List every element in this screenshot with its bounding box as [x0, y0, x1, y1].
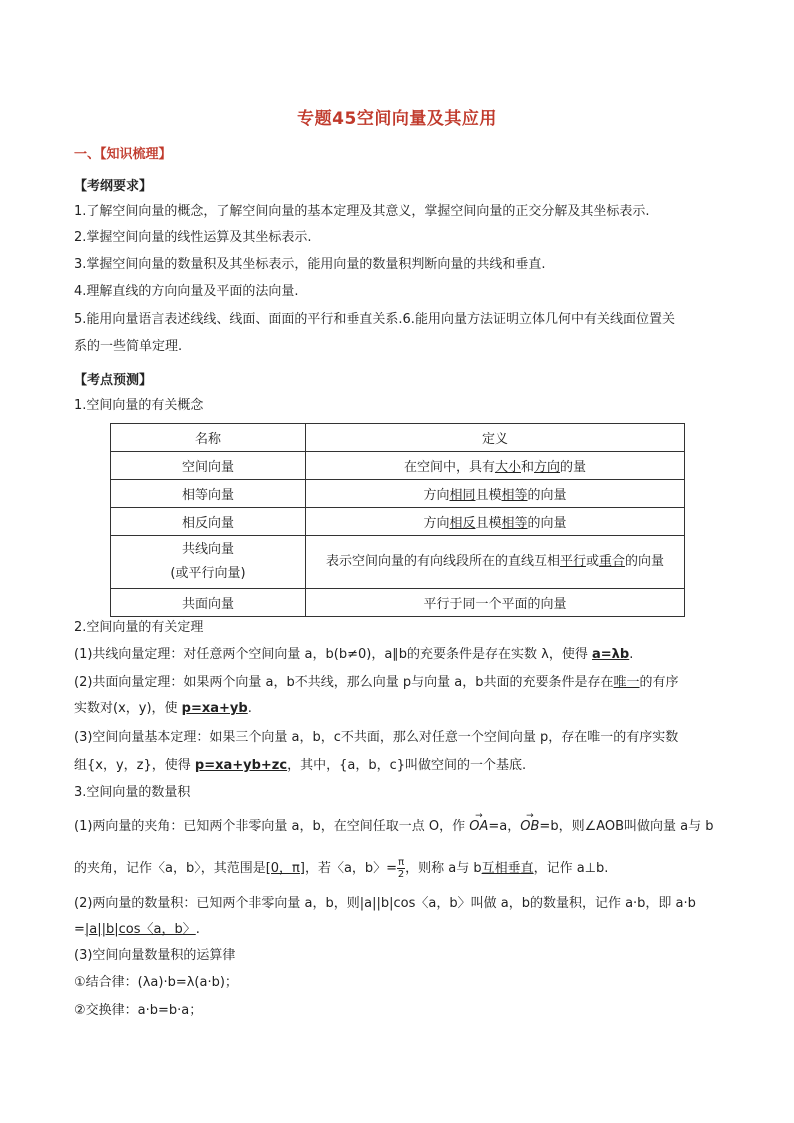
dot-def-line1: (2)两向量的数量积：已知两个非零向量 a，b，则|a||b|cos〈a，b〉叫做 a，b的数量积，记作 a·b，即 a·b	[74, 896, 696, 911]
dot-product-heading: 3.空间向量的数量积	[74, 785, 191, 800]
theorem-3-line2: 组{x，y，z}，使得 p=xa+yb+zc，其中，{a，b，c}叫做空间的一个基底.	[74, 758, 527, 773]
dot-def-line2: =|a||b|cos〈a，b〉.	[74, 922, 200, 937]
kaogang-item: 2.掌握空间向量的线性运算及其坐标表示.	[74, 230, 312, 245]
table-row	[111, 452, 685, 480]
table-cell-def: 表示空间向量的有向线段所在的直线互相平行或重合的向量	[306, 536, 685, 589]
table-header-cell: 名称	[111, 424, 306, 452]
table-cell-def: 平行于同一个平面的向量	[306, 589, 685, 617]
table-cell-name: 相等向量	[111, 480, 306, 508]
kaodian-header: 【考点预测】	[74, 373, 153, 388]
table-header-row	[111, 424, 685, 452]
table-header-cell: 定义	[306, 424, 685, 452]
theorem-2-line1: (2)共面向量定理：如果两个向量 a，b不共线，那么向量 p与向量 a，b共面的充要条件是存在唯一的有序	[74, 675, 679, 690]
table-row	[111, 480, 685, 508]
table-row	[111, 589, 685, 617]
table-row	[111, 508, 685, 536]
theorem-2-line2: 实数对(x，y)，使 p=xa+yb.	[74, 701, 252, 716]
table-cell-def: 在空间中，具有大小和方向的量	[306, 452, 685, 480]
theorem-heading: 2.空间向量的有关定理	[74, 620, 204, 635]
section-heading: 一、【知识梳理】	[74, 147, 172, 162]
table-cell-def: 方向相反且模相等的向量	[306, 508, 685, 536]
law-associative: ①结合律：(λa)·b=λ(a·b)；	[74, 975, 238, 990]
table-cell-name: 共线向量 (或平行向量)	[111, 536, 306, 589]
table-cell-name: 空间向量	[111, 452, 306, 480]
kaogang-item: 3.掌握空间向量的数量积及其坐标表示，能用向量的数量积判断向量的共线和垂直.	[74, 257, 546, 272]
law-commutative: ②交换律：a·b=b·a；	[74, 1003, 203, 1018]
kaogang-item: 5.能用向量语言表述线线、线面、面面的平行和垂直关系.6.能用向量方法证明立体几何中有关线面位置关	[74, 312, 675, 327]
fraction: $\frac{\pi}{2}$	[397, 857, 405, 880]
concept-heading: 1.空间向量的有关概念	[74, 398, 204, 413]
table-cell-name: 相反向量	[111, 508, 306, 536]
table-cell-name: 共面向量	[111, 589, 306, 617]
dot-laws-heading: (3)空间向量数量积的运算律	[74, 948, 236, 963]
theorem-3-line1: (3)空间向量基本定理：如果三个向量 a，b，c不共面，那么对任意一个空间向量 p，存在唯一的有序实数	[74, 730, 679, 745]
angle-def-line2: 的夹角，记作〈a，b〉，其范围是[0，π]，若〈a，b〉= $\frac{\pi}{2}$ ，则称 a与 b互相垂直，记作 a⊥b.	[74, 857, 609, 880]
theorem-1: (1)共线向量定理：对任意两个空间向量 a，b(b≠0)，a∥b的充要条件是存在实数 λ，使得 a=λb.	[74, 647, 634, 662]
table-cell-def: 方向相同且模相等的向量	[306, 480, 685, 508]
page-title: 专题45空间向量及其应用	[297, 109, 497, 129]
angle-def-line1: (1)两向量的夹角：已知两个非零向量 a，b，在空间任取一点 O，作 → OA=a，→ OB=b，则∠AOB叫做向量 a与 b	[74, 818, 714, 836]
kaogang-item: 系的一些简单定理.	[74, 339, 183, 354]
table-row	[111, 536, 685, 589]
concept-table	[110, 423, 685, 617]
kaogang-item: 4.理解直线的方向向量及平面的法向量.	[74, 284, 299, 299]
kaogang-item: 1.了解空间向量的概念，了解空间向量的基本定理及其意义，掌握空间向量的正交分解及其坐标表示.	[74, 204, 650, 219]
kaogang-header: 【考纲要求】	[74, 179, 153, 194]
